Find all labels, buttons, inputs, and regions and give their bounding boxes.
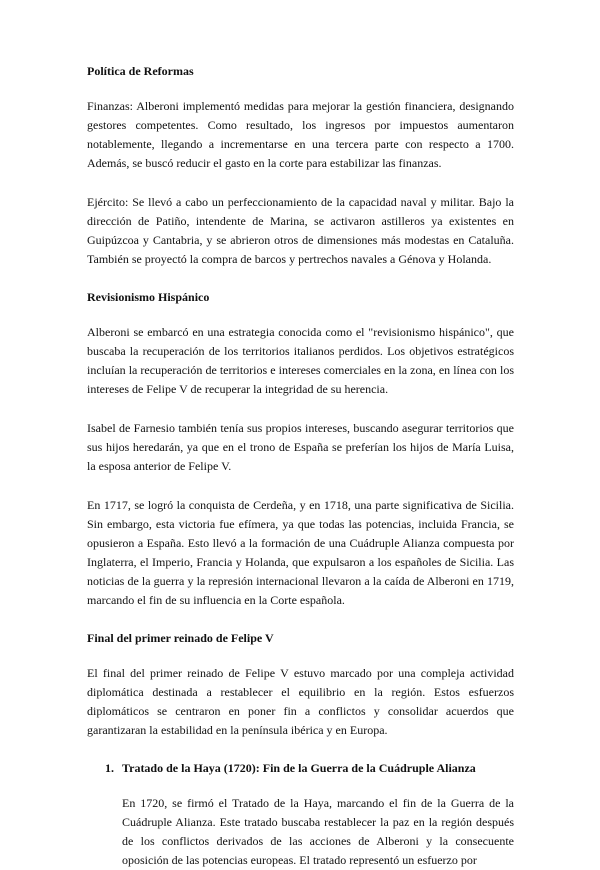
- list-item-heading: Tratado de la Haya (1720): Fin de la Guerra de la Cuádruple Alianza: [122, 761, 476, 775]
- section-heading-final-reinado: Final del primer reinado de Felipe V: [87, 631, 274, 645]
- paragraph-conquista-cerdena: En 1717, se logró la conquista de Cerdeña, y en 1718, una parte significativa de Sicilia. Sin embargo, esta victoria fue efímera, ya que todas las potencias, incluida Francia, se opusieron a España. Esto llevó a la formación de una Cuádruple Alianza compuesta por Inglaterra, el Imperio, Francia y Holanda, que expulsaron a los españoles de Sicilia. Las noticias de la guerra y la represión internacional llevaron a la caída de Alberoni en 1719, marcando el fin de su influencia en la Corte española.: [87, 498, 514, 607]
- list-item-title: [87, 760, 514, 776]
- section-heading-reformas: Política de Reformas: [87, 64, 194, 78]
- section-heading-revisionismo: Revisionismo Hispánico: [87, 290, 210, 304]
- list-item-body: En 1720, se firmó el Tratado de la Haya, marcando el fin de la Guerra de la Cuádruple Alianza. Este tratado buscaba restablecer la paz en la región después de los conflictos derivados de las acciones de Alberoni y la consecuente oposición de las potencias europeas. El tratado representó un esfuerzo por: [122, 796, 514, 867]
- paragraph-ejercito: Ejército: Se llevó a cabo un perfeccionamiento de la capacidad naval y militar. Bajo la dirección de Patiño, intendente de Marina, se activaron astilleros ya existentes en Guipúzcoa y Cantabria, y se abrieron otros de dimensiones más modestas en Cataluña. También se proyectó la compra de barcos y pertrechos navales a Génova y Holanda.: [87, 195, 514, 266]
- numbered-list: [87, 760, 514, 870]
- paragraph-final-reinado: El final del primer reinado de Felipe V estuvo marcado por una compleja actividad diplomática destinada a restablecer el equilibrio en la región. Estos esfuerzos diplomáticos se centraron en poner fin a conflictos y consolidar acuerdos que garantizaran la estabilidad en la península ibérica y en Europa.: [87, 666, 514, 737]
- paragraph-finanzas: Finanzas: Alberoni implementó medidas para mejorar la gestión financiera, designando gestores competentes. Como resultado, los ingresos por impuestos aumentaron notablemente, llegando a incrementarse en una tercera parte con respecto a 1700. Además, se buscó reducir el gasto en la corte para estabilizar las finanzas.: [87, 99, 514, 170]
- paragraph-isabel-farnesio: Isabel de Farnesio también tenía sus propios intereses, buscando asegurar territorios que sus hijos heredarán, ya que en el trono de España se preferían los hijos de María Luisa, la esposa anterior de Felipe V.: [87, 421, 514, 473]
- list-item-number: 1.: [105, 761, 114, 775]
- paragraph-revisionismo-estrategia: Alberoni se embarcó en una estrategia conocida como el "revisionismo hispánico", que buscaba la recuperación de los territorios italianos perdidos. Los objetivos estratégicos incluían la recuperación de territorios e intereses comerciales en la zona, en línea con los intereses de Felipe V de recuperar la integridad de su herencia.: [87, 325, 514, 396]
- document-page: [87, 63, 514, 870]
